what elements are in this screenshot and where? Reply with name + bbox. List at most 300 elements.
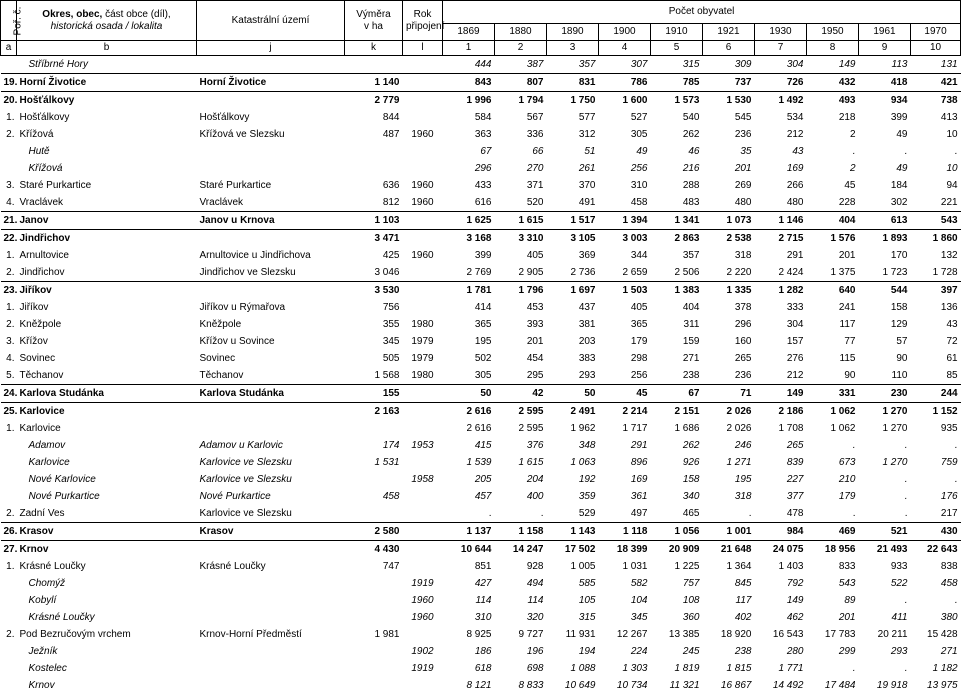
row-year: 1960	[411, 612, 434, 623]
row-value: 340	[682, 491, 700, 502]
column-letter-2: j	[197, 41, 345, 56]
row-number	[1, 471, 17, 488]
row-value: 3 168	[443, 230, 495, 248]
row-value: 238	[682, 370, 700, 381]
row-value: 1 717	[622, 423, 648, 434]
table-row	[1, 316, 961, 333]
row-value: 698	[526, 663, 544, 674]
table-row	[1, 471, 961, 488]
row-value: .	[852, 663, 856, 674]
row-area: 1 140	[345, 74, 403, 92]
row-cadastre	[197, 403, 345, 421]
row-value: 1 625	[443, 212, 495, 230]
row-value: 269	[734, 180, 752, 191]
row-value: 302	[890, 197, 908, 208]
row-value: 67	[480, 146, 492, 157]
row-value: 261	[578, 163, 596, 174]
row-value: 493	[807, 92, 859, 110]
row-value: 90	[844, 370, 856, 381]
row-value: 402	[734, 612, 752, 623]
row-value: 1 270	[859, 403, 911, 421]
row-value: 1 615	[518, 457, 544, 468]
row-value: 757	[682, 578, 700, 589]
row-value: 1 375	[830, 267, 856, 278]
row-area	[345, 643, 403, 660]
row-cadastre: Krasov	[197, 523, 345, 541]
row-number: 5.	[6, 370, 15, 381]
row-year	[403, 282, 443, 300]
row-value: 520	[526, 197, 544, 208]
table-row	[1, 264, 961, 282]
row-year	[403, 92, 443, 110]
row-value: 179	[630, 336, 648, 347]
row-value: 295	[526, 370, 544, 381]
row-area	[345, 660, 403, 677]
row-value: 217	[940, 508, 958, 519]
row-value: 2 616	[466, 423, 492, 434]
row-number: 4.	[6, 197, 15, 208]
row-value: 737	[703, 74, 755, 92]
row-value: 1 271	[726, 457, 752, 468]
row-year	[403, 160, 443, 177]
column-header-year-0: 1869	[443, 24, 495, 41]
row-value: 433	[474, 180, 492, 191]
row-value: 305	[630, 129, 648, 140]
row-year: 1960	[411, 129, 434, 140]
column-header-year-3: 1900	[599, 24, 651, 41]
row-value: 370	[578, 180, 596, 191]
row-value: 348	[578, 440, 596, 451]
table-row	[1, 592, 961, 609]
row-value: 2 736	[570, 267, 596, 278]
row-year	[403, 677, 443, 694]
row-year	[403, 299, 443, 316]
row-cadastre: Arnultovice u Jindřichova	[199, 250, 311, 261]
row-value: 336	[526, 129, 544, 140]
row-value: 115	[839, 353, 856, 364]
table-row	[1, 403, 961, 421]
row-year	[403, 488, 443, 505]
row-value: 1 152	[911, 403, 961, 421]
row-value: 491	[578, 197, 596, 208]
row-area	[345, 160, 403, 177]
row-year	[403, 626, 443, 643]
row-value: 585	[578, 578, 596, 589]
row-value: 469	[807, 523, 859, 541]
row-number: 1.	[6, 423, 15, 434]
row-number: 2.	[6, 629, 15, 640]
row-value: 357	[578, 59, 596, 70]
row-value: 149	[755, 385, 807, 403]
row-value: 1 492	[755, 92, 807, 110]
row-number: 22.	[1, 230, 17, 248]
row-value: 299	[838, 646, 856, 657]
row-value: 1 282	[755, 282, 807, 300]
row-value: 1 819	[674, 663, 700, 674]
row-value: 2 769	[466, 267, 492, 278]
column-letter-7: 3	[547, 41, 599, 56]
row-value: 227	[786, 474, 804, 485]
row-year	[403, 541, 443, 559]
row-name: Těchanov	[19, 370, 64, 381]
row-value: 320	[526, 612, 544, 623]
row-value: 201	[838, 250, 856, 261]
column-header-no: Poř. č.	[1, 1, 17, 41]
row-value: 195	[734, 474, 752, 485]
row-cadastre	[197, 56, 345, 74]
row-cadastre: Kněžpole	[199, 319, 242, 330]
row-value: 265	[734, 353, 752, 364]
row-value: 457	[474, 491, 492, 502]
row-number: 2.	[6, 508, 15, 519]
row-value: 298	[630, 353, 648, 364]
row-number	[1, 609, 17, 626]
row-value: 430	[911, 523, 961, 541]
row-value: 377	[786, 491, 804, 502]
row-value: 18 956	[807, 541, 859, 559]
row-area: 1 103	[345, 212, 403, 230]
row-value: 228	[838, 197, 856, 208]
row-area	[345, 677, 403, 694]
row-value: 160	[734, 336, 752, 347]
row-value: 11 321	[669, 680, 700, 691]
row-value: 584	[474, 112, 492, 123]
row-value: 71	[703, 385, 755, 403]
row-value: 105	[578, 595, 596, 606]
row-name: Karlova Studánka	[17, 385, 197, 403]
row-value: 216	[682, 163, 700, 174]
row-value: 8 121	[466, 680, 492, 691]
row-value: 415	[474, 440, 492, 451]
column-header-population: Počet obyvatel	[443, 1, 961, 24]
row-value: 157	[786, 336, 804, 347]
row-value: 1 062	[830, 423, 856, 434]
row-cadastre: Vraclávek	[199, 197, 244, 208]
row-value: 21 648	[703, 541, 755, 559]
row-value: 8 833	[518, 680, 544, 691]
row-value: 792	[786, 578, 804, 589]
row-year	[403, 143, 443, 160]
column-letter-12: 8	[807, 41, 859, 56]
row-value: 49	[636, 146, 648, 157]
row-value: 404	[682, 302, 700, 313]
row-value: 2	[849, 129, 856, 140]
row-value: 43	[792, 146, 804, 157]
row-value: 45	[844, 180, 856, 191]
row-year	[403, 212, 443, 230]
row-cadastre: Karlovice ve Slezsku	[199, 457, 292, 468]
row-cadastre: Horní Životice	[197, 74, 345, 92]
row-cadastre: Jindřichov ve Slezsku	[199, 267, 296, 278]
row-value: 194	[578, 646, 596, 657]
table-row	[1, 488, 961, 505]
row-value: 404	[807, 212, 859, 230]
row-number: 25.	[1, 403, 17, 421]
row-cadastre: Karlova Studánka	[197, 385, 345, 403]
row-value: 2 186	[755, 403, 807, 421]
row-value: 149	[838, 59, 856, 70]
row-value: 14 492	[772, 680, 804, 691]
row-value: 934	[859, 92, 911, 110]
row-value: 522	[890, 578, 908, 589]
row-value: 218	[838, 112, 856, 123]
column-letter-0: a	[1, 41, 17, 56]
row-number: 3.	[6, 180, 15, 191]
row-name: Stříbrné Hory	[28, 59, 88, 70]
row-name: Zadní Ves	[19, 508, 65, 519]
row-value: 136	[940, 302, 958, 313]
row-number: 26.	[1, 523, 17, 541]
row-value: 196	[526, 646, 544, 657]
row-value: 1 723	[882, 267, 908, 278]
row-value: 1 225	[674, 561, 700, 572]
table-row	[1, 558, 961, 575]
row-value: .	[540, 508, 544, 519]
row-value: 201	[526, 336, 544, 347]
row-year: 1979	[411, 353, 434, 364]
row-value: 132	[940, 250, 958, 261]
column-letter-14: 10	[911, 41, 961, 56]
row-value: 230	[859, 385, 911, 403]
row-value: 256	[630, 370, 648, 381]
row-value: 380	[940, 612, 958, 623]
row-value: 296	[734, 319, 752, 330]
row-area: 844	[382, 112, 400, 123]
row-value: 543	[911, 212, 961, 230]
row-value: 458	[940, 578, 958, 589]
row-value: 51	[584, 146, 596, 157]
row-year	[403, 109, 443, 126]
row-value: 480	[734, 197, 752, 208]
row-value: 169	[630, 474, 648, 485]
row-value: 933	[890, 561, 908, 572]
row-value: 2 214	[599, 403, 651, 421]
row-name: Křížová	[19, 129, 54, 140]
column-header-year-5: 1921	[703, 24, 755, 41]
row-value: 113	[891, 59, 908, 70]
column-header-year-1: 1880	[495, 24, 547, 41]
row-value: 483	[682, 197, 700, 208]
row-value: 14 247	[495, 541, 547, 559]
row-value: 19 918	[876, 680, 908, 691]
table-row	[1, 643, 961, 660]
row-value: 18 399	[599, 541, 651, 559]
row-name: Kostelec	[28, 663, 67, 674]
row-area: 355	[382, 319, 400, 330]
row-number	[1, 56, 17, 74]
row-value: 288	[682, 180, 700, 191]
row-year	[403, 558, 443, 575]
row-value: 158	[682, 474, 700, 485]
row-value: 1 996	[443, 92, 495, 110]
row-year: 1980	[411, 370, 434, 381]
row-value: 10 734	[616, 680, 648, 691]
row-year: 1960	[411, 197, 434, 208]
column-header-name: Okres, obec, část obce (díl), historická osada / lokalita	[17, 1, 197, 41]
row-value: 928	[526, 561, 544, 572]
row-name: Křížová	[28, 163, 63, 174]
row-cadastre: Sovinec	[199, 353, 236, 364]
row-value: 405	[630, 302, 648, 313]
row-value: 383	[578, 353, 596, 364]
row-name: Karlovice	[19, 423, 61, 434]
row-name: Krnov	[28, 680, 55, 691]
row-value: 1 270	[882, 423, 908, 434]
row-value: 262	[682, 129, 700, 140]
table-row	[1, 247, 961, 264]
row-value: 10	[946, 129, 958, 140]
column-header-year: Rok připojení	[403, 1, 443, 41]
row-value: .	[904, 491, 908, 502]
row-value: 205	[474, 474, 492, 485]
row-area	[345, 143, 403, 160]
row-value: 845	[734, 578, 752, 589]
row-value: 1 383	[651, 282, 703, 300]
row-value: 203	[578, 336, 596, 347]
row-area	[345, 471, 403, 488]
row-value: 94	[946, 180, 958, 191]
row-value: 276	[786, 353, 804, 364]
row-value: 673	[838, 457, 856, 468]
row-value: 131	[940, 59, 958, 70]
row-area: 3 530	[345, 282, 403, 300]
table-row	[1, 626, 961, 643]
row-value: 179	[838, 491, 856, 502]
row-value: 266	[786, 180, 804, 191]
row-value: 786	[599, 74, 651, 92]
row-value: 831	[547, 74, 599, 92]
row-area: 425	[382, 250, 400, 261]
row-year	[403, 505, 443, 523]
row-number	[1, 592, 17, 609]
row-value: 221	[940, 197, 958, 208]
row-number: 2.	[6, 267, 15, 278]
row-value: 1 341	[651, 212, 703, 230]
row-value: 17 502	[547, 541, 599, 559]
row-area: 3 046	[374, 267, 400, 278]
row-name: Nové Purkartice	[28, 491, 100, 502]
row-value: 212	[786, 370, 804, 381]
row-value: 2 595	[495, 403, 547, 421]
row-value: 159	[682, 336, 700, 347]
row-area: 747	[382, 561, 400, 572]
row-value: 104	[630, 595, 648, 606]
row-value: 1 335	[703, 282, 755, 300]
column-letter-11: 7	[755, 41, 807, 56]
row-value: 2 506	[674, 267, 700, 278]
row-name: Pod Bezručovým vrchem	[19, 629, 131, 640]
row-value: 1 364	[726, 561, 752, 572]
row-area: 636	[382, 180, 400, 191]
row-value: 759	[940, 457, 958, 468]
row-value: 2 616	[443, 403, 495, 421]
row-value: 458	[630, 197, 648, 208]
row-name: Krásné Loučky	[28, 612, 95, 623]
table-row	[1, 541, 961, 559]
row-cadastre: Křížov u Sovince	[199, 336, 275, 347]
row-area	[345, 592, 403, 609]
row-value: 427	[474, 578, 492, 589]
row-name: Hutě	[28, 146, 50, 157]
row-value: 1 088	[570, 663, 596, 674]
row-value: 529	[578, 508, 596, 519]
row-value: 1 182	[932, 663, 958, 674]
row-value: 17 484	[824, 680, 856, 691]
row-number: 19.	[1, 74, 17, 92]
row-value: 90	[896, 353, 908, 364]
table-row	[1, 74, 961, 92]
row-value: 807	[495, 74, 547, 92]
row-value: 397	[911, 282, 961, 300]
row-name: Hošťálkovy	[19, 112, 70, 123]
row-name: Nové Karlovice	[28, 474, 96, 485]
row-name: Vraclávek	[19, 197, 64, 208]
column-letter-6: 2	[495, 41, 547, 56]
row-value: 365	[630, 319, 648, 330]
row-number: 1.	[6, 561, 15, 572]
row-value: 359	[578, 491, 596, 502]
row-year: 1902	[411, 646, 434, 657]
row-name: Krasov	[17, 523, 197, 541]
table-row	[1, 177, 961, 194]
row-number	[1, 677, 17, 694]
row-value: .	[954, 595, 958, 606]
row-year: 1919	[411, 578, 434, 589]
row-value: 186	[474, 646, 492, 657]
row-value: 2 026	[703, 403, 755, 421]
row-name: Chomýž	[28, 578, 66, 589]
row-value: 2 491	[547, 403, 599, 421]
row-value: 1 303	[622, 663, 648, 674]
row-value: 381	[578, 319, 596, 330]
row-cadastre	[197, 420, 345, 437]
row-cadastre	[197, 660, 345, 677]
row-value: 333	[786, 302, 804, 313]
column-letter-13: 9	[859, 41, 911, 56]
column-letter-5: 1	[443, 41, 495, 56]
row-cadastre	[197, 92, 345, 110]
table-row	[1, 420, 961, 437]
row-value: 318	[734, 491, 752, 502]
row-cadastre	[197, 609, 345, 626]
row-value: 421	[911, 74, 961, 92]
row-number: 24.	[1, 385, 17, 403]
row-value: 49	[896, 163, 908, 174]
table-row	[1, 230, 961, 248]
row-value: 43	[946, 319, 958, 330]
row-year	[403, 230, 443, 248]
column-letter-4: l	[403, 41, 443, 56]
table-row	[1, 333, 961, 350]
row-value: 618	[474, 663, 492, 674]
column-header-year-6: 1930	[755, 24, 807, 41]
row-area: 812	[382, 197, 400, 208]
column-header-year-2: 1890	[547, 24, 599, 41]
row-value: 726	[755, 74, 807, 92]
row-number: 1.	[6, 302, 15, 313]
row-year	[403, 385, 443, 403]
row-value: 839	[786, 457, 804, 468]
row-value: 1 573	[651, 92, 703, 110]
row-value: 984	[755, 523, 807, 541]
column-header-year-7: 1950	[807, 24, 859, 41]
table-row	[1, 143, 961, 160]
row-value: 465	[682, 508, 700, 519]
row-value: 304	[786, 59, 804, 70]
row-year	[403, 74, 443, 92]
row-value: 16 543	[772, 629, 804, 640]
row-area: 345	[382, 336, 400, 347]
